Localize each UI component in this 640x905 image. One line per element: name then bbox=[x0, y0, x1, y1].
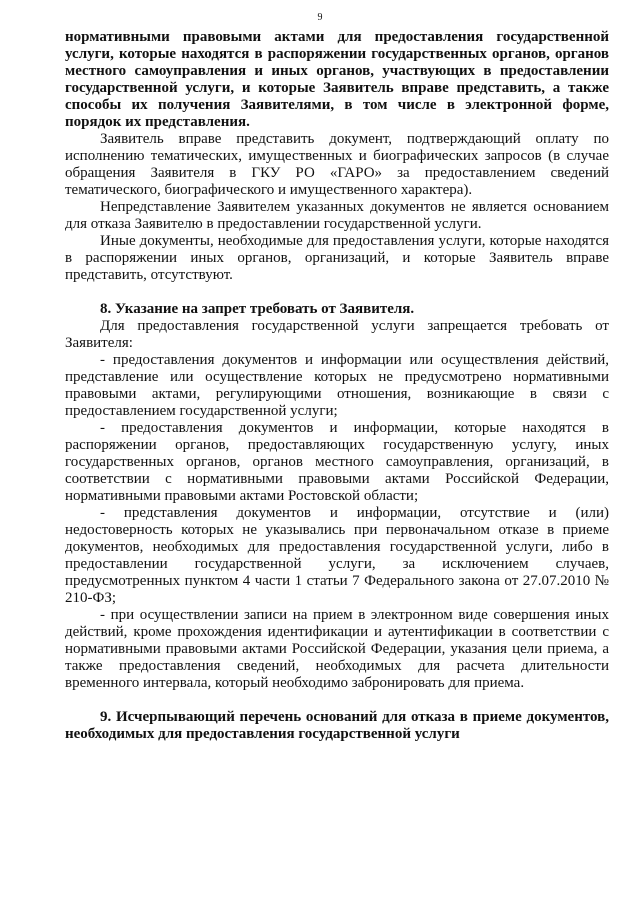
spacer bbox=[65, 284, 609, 301]
section-9-heading: 9. Исчерпывающий перечень оснований для отказа в приеме документов, необходимых для предоставления государственной услуги bbox=[65, 709, 609, 742]
list-item: - предоставления документов и информации или осуществления действий, представление или осуществление которых не предусмотрено нормативными правовыми актами, регулирующими отношения, возникающие в связи с предоставлением государственной услуги; bbox=[65, 352, 609, 419]
paragraph-non-submission: Непредставление Заявителем указанных документов не является основанием для отказа Заявителю в предоставлении государственной услуги. bbox=[65, 199, 609, 232]
list-item: - предоставления документов и информации, которые находятся в распоряжении органов, предоставляющих государственную услугу, иных государственных органов, органов местного самоуправления, организаций, в соответствии с нормативными правовыми актами Российской Федерации, нормативными правовыми актами Ростовской области; bbox=[65, 420, 609, 504]
paragraph-payment-document: Заявитель вправе представить документ, подтверждающий оплату по исполнению тематических, имущественных и биографических запросов (в случае обращения Заявителя в ГКУ РО «ГАРО» за предоставлением сведений тематического, биографического и имущественного характера). bbox=[65, 131, 609, 198]
section-8-heading: 8. Указание на запрет требовать от Заявителя. bbox=[100, 301, 415, 317]
page-number: 9 bbox=[317, 12, 323, 23]
document-body bbox=[65, 29, 609, 743]
list-item: - представления документов и информации, отсутствие и (или) недостоверность которых не указывались при первоначальном отказе в приеме документов, необходимых для предоставления государственной услуги, либо в предоставлении государственной услуги, за исключением случаев, предусмотренных пунктом 4 части 1 статьи 7 Федерального закона от 27.07.2010 № 210-ФЗ; bbox=[65, 505, 609, 606]
spacer bbox=[65, 692, 609, 709]
section-7-heading-tail: нормативными правовыми актами для предоставления государственной услуги, которые находятся в распоряжении государственных органов, органов местного самоуправления и иных органов, участвующих в предоставлении государственной услуги, и которые Заявитель вправе представить, а также способы их получения Заявителями, в том числе в электронной форме, порядок их представления. bbox=[65, 29, 609, 130]
section-8-intro: Для предоставления государственной услуги запрещается требовать от Заявителя: bbox=[65, 318, 609, 351]
paragraph-other-documents: Иные документы, необходимые для предоставления услуги, которые находятся в распоряжении иных органов, организаций, и которые Заявитель вправе представить, отсутствуют. bbox=[65, 233, 609, 283]
list-item: - при осуществлении записи на прием в электронном виде совершения иных действий, кроме прохождения идентификации и аутентификации в соответствии с нормативными правовыми актами Российской Федерации, указания цели приема, а также предоставления сведений, необходимых для расчета длительности временного интервала, который необходимо забронировать для приема. bbox=[65, 607, 609, 691]
